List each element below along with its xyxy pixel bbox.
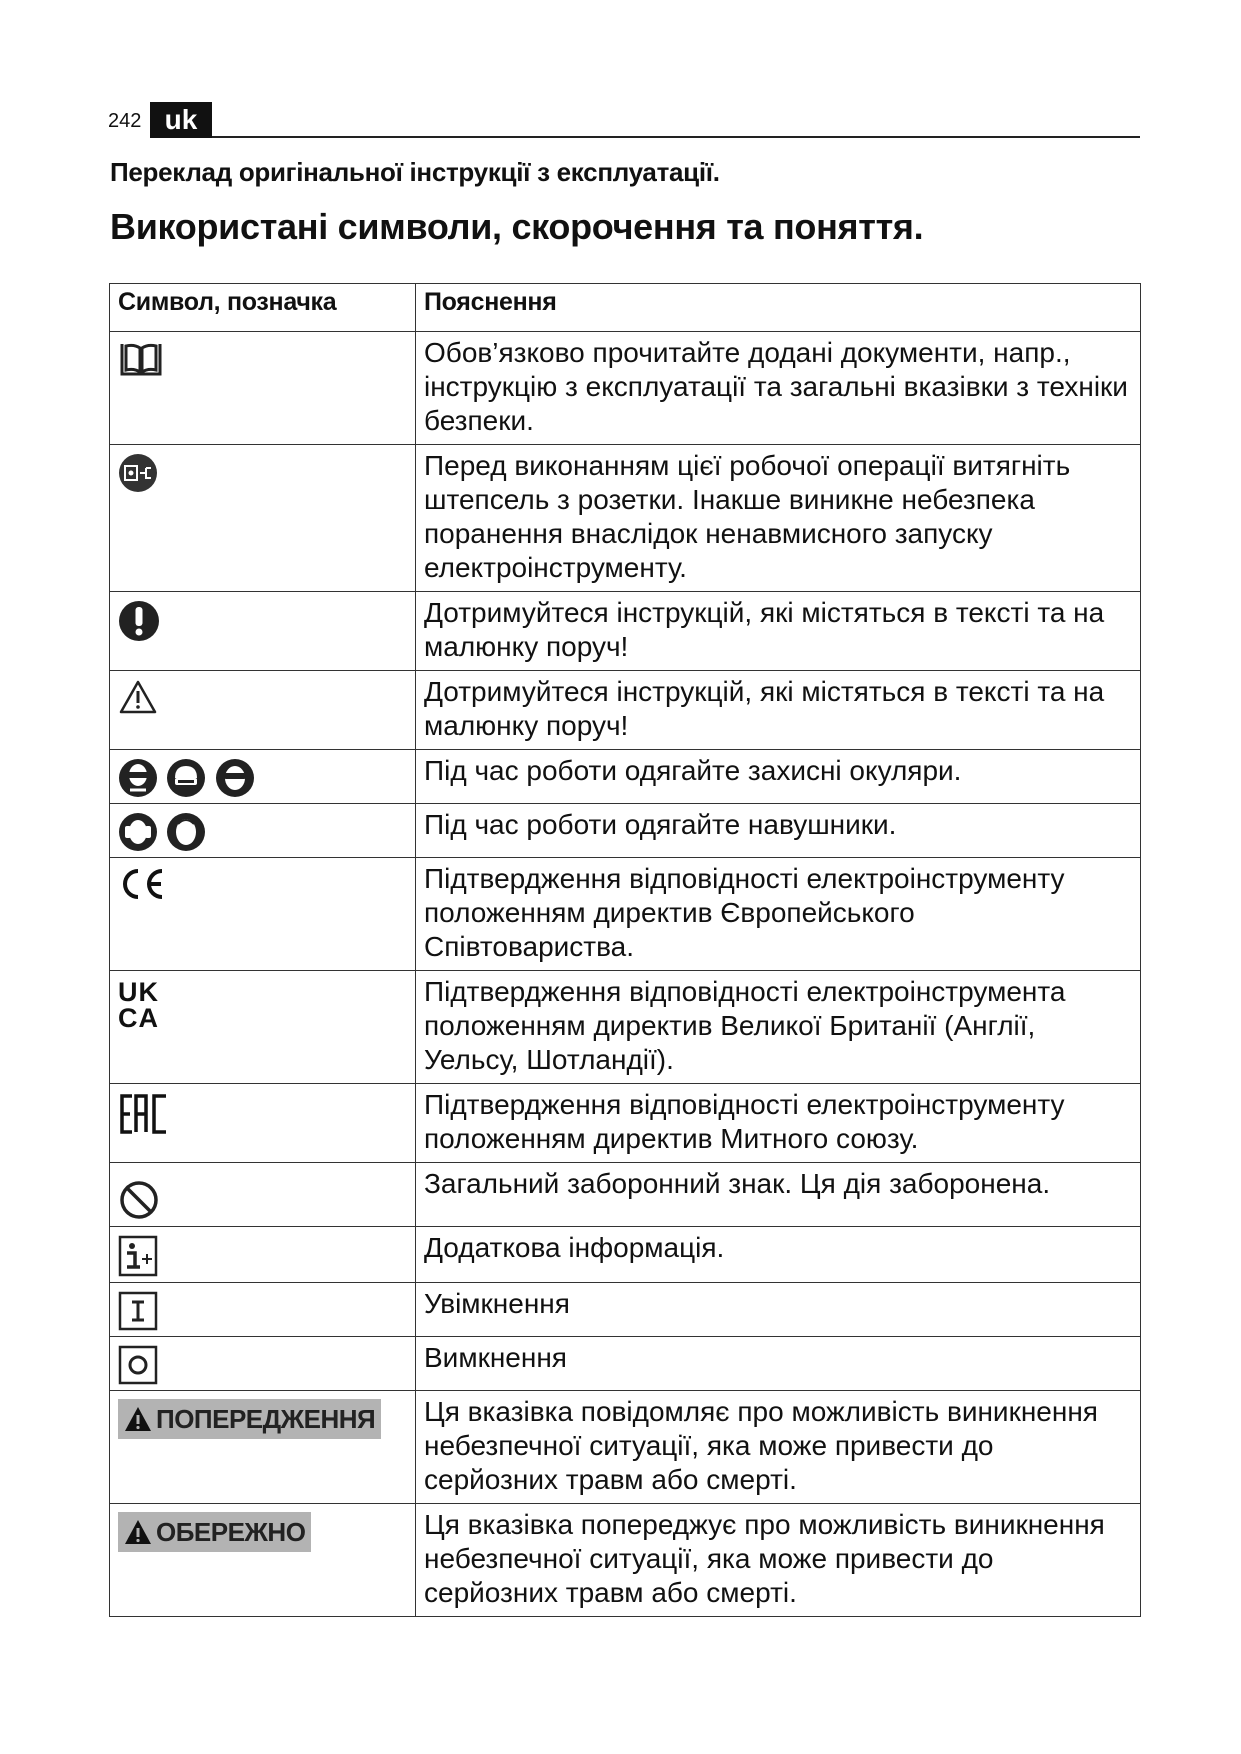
prohibition-icon — [118, 1179, 160, 1221]
ukca-mark-icon — [118, 979, 407, 1031]
caution-badge-label: ОБЕРЕЖНО — [156, 1516, 306, 1547]
warning-badge-label: ПОПЕРЕДЖЕННЯ — [156, 1403, 376, 1434]
power-off-icon — [118, 1345, 158, 1385]
row-text: Ця вказівка попереджує про можливість виникнення небезпечної ситуації, яка може привести до серйозних травм або смерті. — [416, 1504, 1141, 1617]
row-text: Вимкнення — [416, 1337, 1141, 1391]
table-row — [110, 592, 1141, 671]
table-row — [110, 1391, 1141, 1504]
header-rule — [212, 136, 1140, 138]
table-header-row — [110, 284, 1141, 332]
exclamation-icon — [118, 600, 160, 642]
table-row — [110, 804, 1141, 858]
row-text: Під час роботи одягайте навушники. — [416, 804, 1141, 858]
row-text: Обов’язково прочитайте додані документи, напр., інструкцію з експлуатації та загальні вказівки з техніки безпеки. — [416, 332, 1141, 445]
column-header-symbol: Символ, позначка — [110, 284, 416, 332]
symbols-table — [109, 283, 1141, 1617]
table-row — [110, 1504, 1141, 1617]
page-header — [108, 102, 1140, 138]
warning-badge — [118, 1399, 381, 1439]
row-text: Загальний заборонний знак. Ця дія заборонена. — [416, 1163, 1141, 1227]
eac-mark-icon — [118, 1092, 170, 1136]
power-on-icon — [118, 1291, 158, 1331]
safety-glasses-icon — [110, 750, 416, 804]
table-row — [110, 445, 1141, 592]
warning-triangle-icon — [118, 679, 158, 715]
page-title: Використані символи, скорочення та поняття. — [110, 206, 924, 247]
row-text: Перед виконанням цієї робочої операції витягніть штепсель з розетки. Інакше виникне небезпека поранення внаслідок ненавмисного запуску електроінструменту. — [416, 445, 1141, 592]
page-number: 242 — [108, 110, 142, 132]
ce-mark-icon — [118, 866, 168, 902]
column-header-explanation: Пояснення — [416, 284, 1141, 332]
ear-protection-icon — [110, 804, 416, 858]
table-row — [110, 1337, 1141, 1391]
caution-badge — [118, 1512, 311, 1552]
row-text: Дотримуйтеся інструкцій, які містяться в тексті та на малюнку поруч! — [416, 671, 1141, 750]
row-text: Додаткова інформація. — [416, 1227, 1141, 1283]
warning-triangle-icon — [124, 1519, 152, 1545]
info-icon — [118, 1235, 158, 1277]
table-row — [110, 332, 1141, 445]
ukca-mark-line1: UK — [118, 977, 159, 1007]
table-row — [110, 671, 1141, 750]
row-text: Підтвердження відповідності електроінструменту положенням директив Європейського Співтовариства. — [416, 858, 1141, 971]
ukca-mark-line2: CA — [118, 1003, 159, 1033]
row-text: Увімкнення — [416, 1283, 1141, 1337]
document-subtitle: Переклад оригінальної інструкції з експлуатації. — [110, 157, 720, 187]
table-row — [110, 1283, 1141, 1337]
unplug-icon — [118, 453, 158, 493]
book-icon — [118, 340, 164, 378]
language-tag: uk — [150, 102, 212, 138]
table-row — [110, 971, 1141, 1084]
table-row — [110, 1227, 1141, 1283]
row-text: Під час роботи одягайте захисні окуляри. — [416, 750, 1141, 804]
table-row — [110, 1084, 1141, 1163]
row-text: Підтвердження відповідності електроінструмента положенням директив Великої Британії (Англії, Уельсу, Шотландії). — [416, 971, 1141, 1084]
table-row — [110, 750, 1141, 804]
row-text: Дотримуйтеся інструкцій, які містяться в тексті та на малюнку поруч! — [416, 592, 1141, 671]
table-row — [110, 858, 1141, 971]
row-text: Ця вказівка повідомляє про можливість виникнення небезпечної ситуації, яка може привести до серйозних травм або смерті. — [416, 1391, 1141, 1504]
table-row — [110, 1163, 1141, 1227]
row-text: Підтвердження відповідності електроінструменту положенням директив Митного союзу. — [416, 1084, 1141, 1163]
warning-triangle-icon — [124, 1406, 152, 1432]
